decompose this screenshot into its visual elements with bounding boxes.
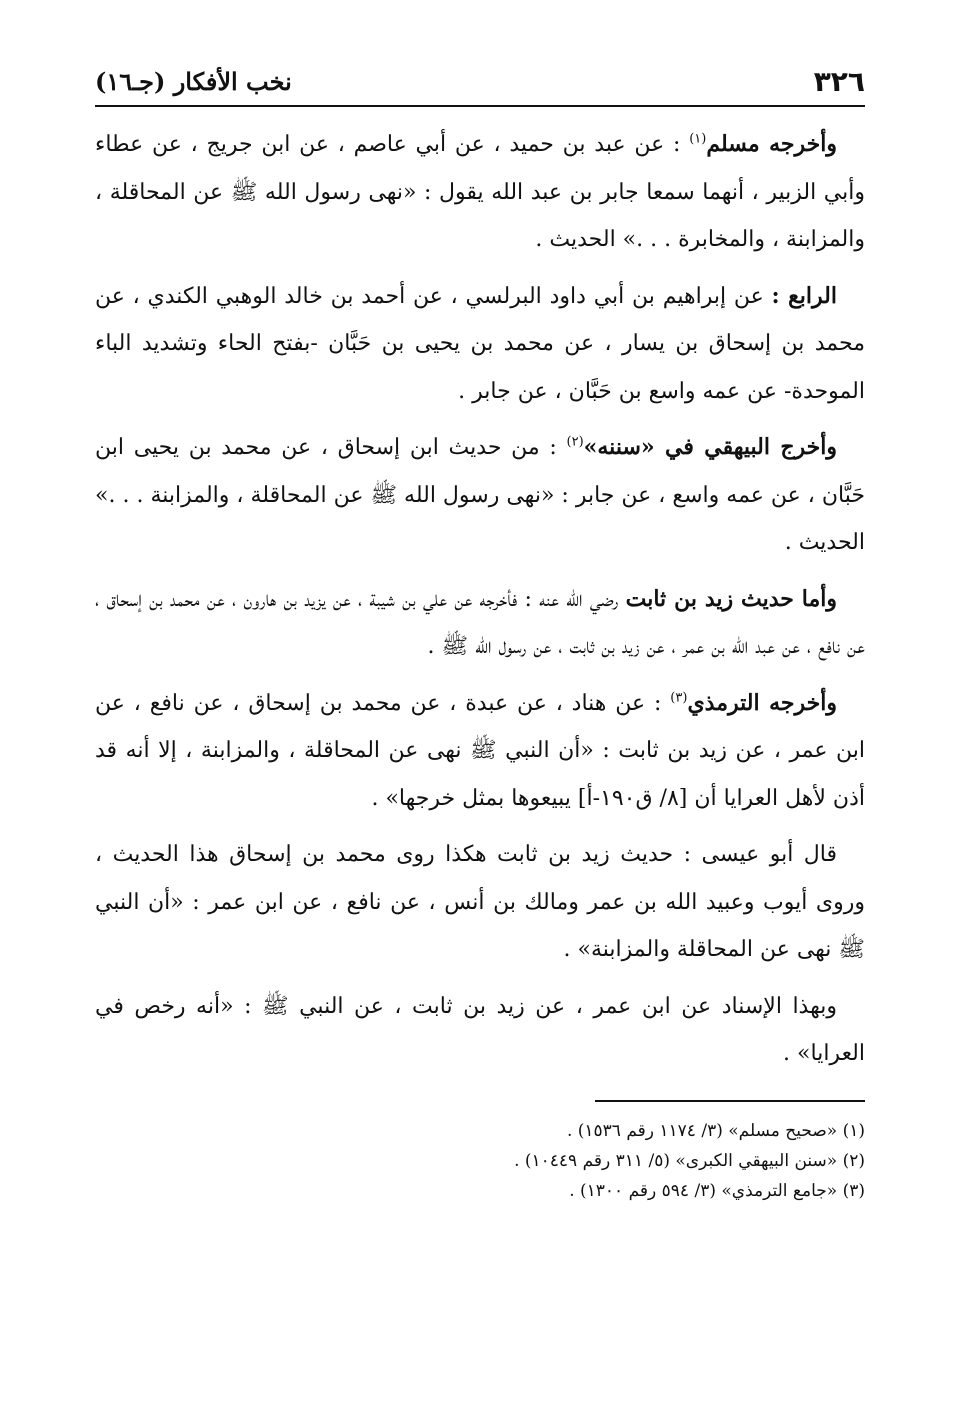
- paragraph-6: [95, 831, 865, 974]
- footnote-3: (٣) «جامع الترمذي» (٣/ ٥٩٤ رقم ١٣٠٠) .: [569, 1180, 865, 1201]
- footnote-ref: (٢): [566, 434, 584, 450]
- paragraph-text: : عن هناد ، عن عبدة ، عن محمد بن إسحاق ، عن نافع ، عن ابن عمر ، عن زيد بن ثابت : «أن النبي ﷺ نهى عن المحاقلة ، والمزابنة ، إلا أنه قد أذن لأهل العرايا أن [٨/ ق١٩٠-أ] يبيعوها بمثل خرجها» .: [95, 690, 865, 811]
- footnote-1: (١) «صحيح مسلم» (٣/ ١١٧٤ رقم ١٥٣٦) .: [566, 1120, 865, 1141]
- paragraph-3: [95, 424, 865, 567]
- paragraph-lead: الرابع :: [771, 282, 838, 309]
- footnote-separator: [595, 1100, 865, 1102]
- paragraph-text: : عن عبد بن حميد ، عن أبي عاصم ، عن ابن جريج ، عن عطاء وأبي الزبير ، أنهما سمعا جابر بن عبد الله يقول : «نهى رسول الله ﷺ عن المحاقلة ، والمزابنة ، والمخابرة . . .» الحديث .: [95, 132, 865, 252]
- paragraph-lead: وأما حديث زيد بن ثابت: [625, 585, 837, 612]
- paragraph-5: [95, 680, 865, 823]
- paragraph-7: [95, 983, 865, 1078]
- footnote-ref: (١): [689, 131, 707, 147]
- paragraph-lead: وأخرجه الترمذي: [687, 689, 837, 716]
- paragraph-text: عن إبراهيم بن أبي داود البرلسي ، عن أحمد بن خالد الوهبي الكندي ، عن محمد بن إسحاق بن يسار ، عن محمد بن يحيى بن حَبَّان -بفتح الحاء وتشديد الباء الموحدة- عن عمه واسع بن حَبَّان ، عن جابر .: [95, 283, 865, 404]
- paragraph-1: [95, 121, 865, 264]
- paragraph-text: رضي الله عنه : فأخرجه عن علي بن شيبة ، عن يزيد بن هارون ، عن محمد بن إسحاق ، عن نافع ، عن عبد الله بن عمر ، عن زيد بن ثابت ، عن رسول الله ﷺ .: [95, 586, 865, 659]
- paragraph-text: : من حديث ابن إسحاق ، عن محمد بن يحيى ابن حَبَّان ، عن عمه واسع ، عن جابر : «نهى رسول الله ﷺ عن المحاقلة ، والمزابنة . . .» الحديث .: [95, 435, 865, 555]
- page-header: [95, 55, 865, 107]
- paragraph-2: [95, 273, 865, 416]
- running-title: نخب الأفكار (جـ١٦): [95, 67, 292, 96]
- main-text: [95, 121, 865, 1078]
- footnote-ref: (٣): [670, 690, 688, 706]
- paragraph-lead: وأخرج البيهقي في «سننه»: [583, 434, 837, 460]
- paragraph-lead: وأخرجه مسلم: [706, 131, 837, 157]
- paragraph-4: [95, 576, 865, 671]
- footnotes: [95, 1116, 865, 1206]
- footnote-2: (٢) «سنن البيهقي الكبرى» (٥/ ٣١١ رقم ١٠٤٤٩) .: [514, 1150, 865, 1171]
- paragraph-text: قال أبو عيسى : حديث زيد بن ثابت هكذا روى محمد بن إسحاق هذا الحديث ، وروى أيوب وعبيد الله بن عمر ومالك بن أنس ، عن نافع ، عن ابن عمر : «أن النبي ﷺ نهى عن المحاقلة والمزابنة» .: [95, 842, 865, 962]
- page-number: ٣٢٦: [813, 65, 865, 98]
- book-page: [95, 55, 865, 1206]
- paragraph-text: وبهذا الإسناد عن ابن عمر ، عن زيد بن ثابت ، عن النبي ﷺ : «أنه رخص في العرايا» .: [95, 993, 865, 1066]
